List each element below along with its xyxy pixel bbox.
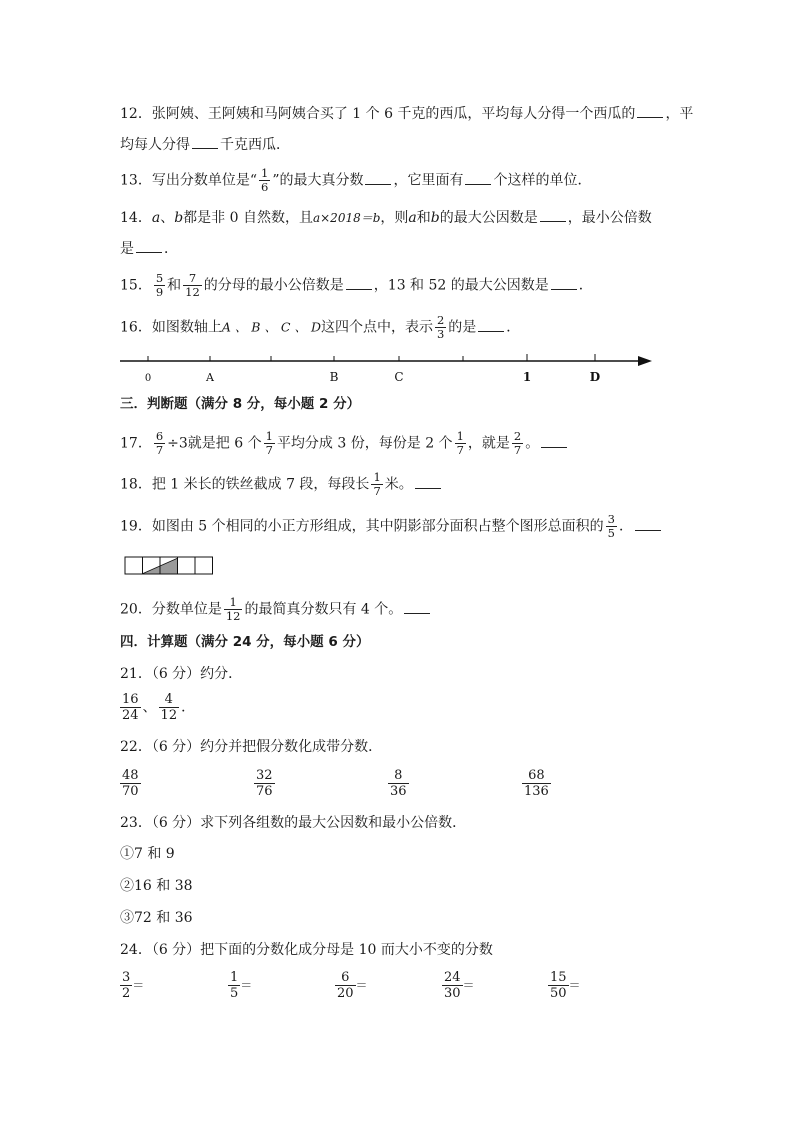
fraction: $\frac{1}{7}$ <box>373 470 381 498</box>
q24-fraction-4: $\frac{24}{30}$ ＝ <box>444 970 475 1001</box>
fraction: $\frac{6}{7}$ <box>155 429 164 457</box>
axis-label-c: C <box>394 370 404 384</box>
q12-line2: 均每人分得 千克西瓜． <box>120 134 290 155</box>
number-line-figure <box>118 348 658 388</box>
answer-blank[interactable] <box>346 275 372 290</box>
q24-fraction-3: $\frac{6}{20}$ ＝ <box>337 970 368 1001</box>
section-heading-4: 四．计算题（满分 24 分，每小题 6 分） <box>120 634 370 650</box>
q22-fraction-3: $\frac{8}{36}$ <box>390 768 407 799</box>
five-squares-figure <box>124 556 216 576</box>
answer-blank[interactable] <box>136 238 162 253</box>
answer-blank[interactable] <box>540 207 566 222</box>
q24-fraction-1: $\frac{3}{2}$ ＝ <box>122 970 145 1001</box>
q24-fraction-5: $\frac{15}{50}$ ＝ <box>550 970 581 1001</box>
section-heading-3: 三．判断题（满分 8 分，每小题 2 分） <box>120 396 361 412</box>
q15: 15． $\frac{5}{9}$ 和 $\frac{7}{12}$ 的分母的最小公倍数是 ，13 和 52 的最大公因数是 ． <box>120 271 593 299</box>
fraction: $\frac{2}{3}$ <box>436 313 445 341</box>
fraction: $\frac{16}{24}$ <box>122 692 139 723</box>
fraction: $\frac{1}{7}$ <box>265 429 273 457</box>
answer-blank[interactable] <box>635 516 661 531</box>
fraction: $\frac{1}{7}$ <box>456 429 464 457</box>
q23-item-1: ①7 和 9 <box>120 846 175 862</box>
q14-line2: 是 ． <box>120 238 178 259</box>
fraction: $\frac{4}{12}$ <box>160 692 178 723</box>
q13: 13．写出分数单位是“ $\frac{1}{6}$ ”的最大真分数 ，它里面有 个这样的单位． <box>120 166 592 194</box>
answer-blank[interactable] <box>365 170 391 185</box>
q18: 18．把 1 米长的铁丝截成 7 段，每段长 $\frac{1}{7}$ 米。 <box>120 471 443 498</box>
q24-title: 24．（6 分）把下面的分数化成分母是 10 而大小不变的分数 <box>120 942 493 958</box>
answer-blank[interactable] <box>465 170 491 185</box>
arrow-head-icon <box>638 356 652 366</box>
axis-label-0: 0 <box>144 373 152 384</box>
answer-blank[interactable] <box>415 474 441 489</box>
q12-line1: 12．张阿姨、王阿姨和马阿姨合买了 1 个 6 千克的西瓜，平均每人分得一个西瓜的 ，平 <box>120 103 693 124</box>
fraction: $\frac{2}{7}$ <box>513 429 522 457</box>
fraction: $\frac{5}{9}$ <box>155 271 164 299</box>
fraction: $\frac{3}{5}$ <box>607 512 615 540</box>
fraction: $\frac{1}{12}$ <box>225 595 241 623</box>
q20: 20．分数单位是 $\frac{1}{12}$ 的最简真分数只有 4 个。 <box>120 596 432 623</box>
answer-blank[interactable] <box>637 103 663 118</box>
q22-fraction-4: $\frac{68}{136}$ <box>524 768 549 799</box>
q23-title: 23．（6 分）求下列各组数的最大公因数和最小公倍数． <box>120 815 467 831</box>
q22-fraction-2: $\frac{32}{76}$ <box>256 768 273 799</box>
q22-fraction-1: $\frac{48}{70}$ <box>122 768 139 799</box>
answer-blank[interactable] <box>404 599 430 614</box>
axis-label-d: D <box>589 370 601 384</box>
fraction: $\frac{1}{6}$ <box>260 166 269 194</box>
q22-title: 22．（6 分）约分并把假分数化成带分数． <box>120 739 383 755</box>
answer-blank[interactable] <box>541 433 567 448</box>
q19: 19．如图由 5 个相同的小正方形组成，其中阴影部分面积占整个图形总面积的 $\frac{3}{5}$ ． <box>120 513 663 540</box>
q24-fraction-2: $\frac{1}{5}$ ＝ <box>230 970 253 1001</box>
axis-label-1: 1 <box>522 370 532 384</box>
answer-blank[interactable] <box>551 275 577 290</box>
q17: 17． $\frac{6}{7}$ ÷3就是把 6 个 $\frac{1}{7}$ 平均分成 3 份，每份是 2 个 $\frac{1}{7}$ ，就是 $\frac{2}{7}$ 。 <box>120 430 569 457</box>
q23-item-2: ②16 和 38 <box>120 878 193 894</box>
axis-label-a: A <box>206 371 214 384</box>
q14-line1: 14．a、b都是非 0 自然数，且a×2018＝b，则a和b的最大公因数是 ，最小公倍数 <box>120 207 652 228</box>
fraction: $\frac{7}{12}$ <box>185 271 200 299</box>
q21-fractions: $\frac{16}{24}$ 、 $\frac{4}{12}$ ． <box>122 692 196 723</box>
math-expression: a×2018＝b <box>312 211 381 225</box>
answer-blank[interactable] <box>478 317 504 332</box>
answer-blank[interactable] <box>192 134 218 149</box>
axis-label-b: B <box>329 370 339 384</box>
q23-item-3: ③72 和 36 <box>120 910 193 926</box>
q21-title: 21．（6 分）约分． <box>120 666 243 682</box>
q16: 16．如图数轴上A 、 B 、 C 、 D这四个点中，表示 $\frac{2}{3}$ 的是 ． <box>120 313 521 341</box>
